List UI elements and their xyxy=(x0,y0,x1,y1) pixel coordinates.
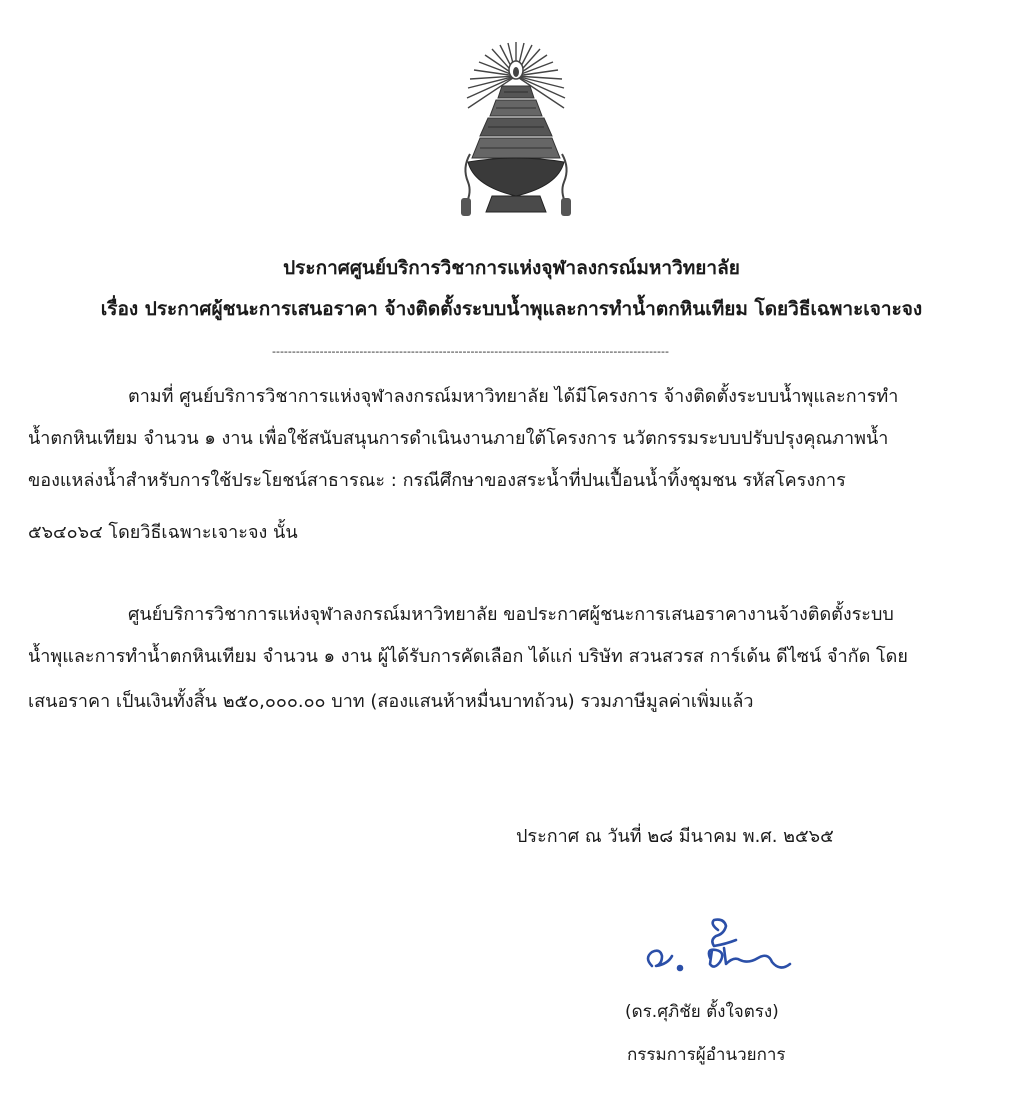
signature-icon xyxy=(640,918,820,980)
university-emblem-icon xyxy=(452,36,580,226)
signer-title: กรรมการผู้อำนวยการ xyxy=(627,1045,786,1065)
separator-line: ---------------------------------------------------------------------------------------------------- xyxy=(272,345,669,358)
paragraph-1-line-1: ตามที่ ศูนย์บริการวิชาการแห่งจุฬาลงกรณ์มหาวิทยาลัย ได้มีโครงการ จ้างติดตั้งระบบน้ำพุและการทำ xyxy=(128,386,899,407)
paragraph-2-line-1: ศูนย์บริการวิชาการแห่งจุฬาลงกรณ์มหาวิทยาลัย ขอประกาศผู้ชนะการเสนอราคางานจ้างติดตั้งระบบ xyxy=(128,604,894,625)
document-subject: เรื่อง ประกาศผู้ชนะการเสนอราคา จ้างติดตั้งระบบน้ำพุและการทำน้ำตกหินเทียม โดยวิธีเฉพาะเจาะจง xyxy=(100,298,923,320)
paragraph-2-line-3: เสนอราคา เป็นเงินทั้งสิ้น ๒๕๐,๐๐๐.๐๐ บาท (สองแสนห้าหมื่นบาทถ้วน) รวมภาษีมูลค่าเพิ่มแล้ว xyxy=(28,691,754,712)
paragraph-1-line-2: น้ำตกหินเทียม จำนวน ๑ งาน เพื่อใช้สนับสนุนการดำเนินงานภายใต้โครงการ นวัตกรรมระบบปรับปรุงคุณภาพน้ำ xyxy=(28,428,889,449)
paragraph-1-line-4: ๕๖๔๐๖๔ โดยวิธีเฉพาะเจาะจง นั้น xyxy=(28,522,298,543)
announcement-date: ประกาศ ณ วันที่ ๒๘ มีนาคม พ.ศ. ๒๕๖๕ xyxy=(516,826,834,847)
document-title: ประกาศศูนย์บริการวิชาการแห่งจุฬาลงกรณ์มหาวิทยาลัย xyxy=(283,257,740,279)
paragraph-1-line-3: ของแหล่งน้ำสำหรับการใช้ประโยชน์สาธารณะ : กรณีศึกษาของสระน้ำที่ปนเปื้อนน้ำทิ้งชุมชน รหัสโครงการ xyxy=(28,470,846,491)
signer-name: (ดร.ศุภิชัย ตั้งใจตรง) xyxy=(625,1002,779,1022)
paragraph-2-line-2: น้ำพุและการทำน้ำตกหินเทียม จำนวน ๑ งาน ผู้ได้รับการคัดเลือก ได้แก่ บริษัท สวนสวรส การ์เด้น ดีไซน์ จำกัด โดย xyxy=(28,646,908,667)
